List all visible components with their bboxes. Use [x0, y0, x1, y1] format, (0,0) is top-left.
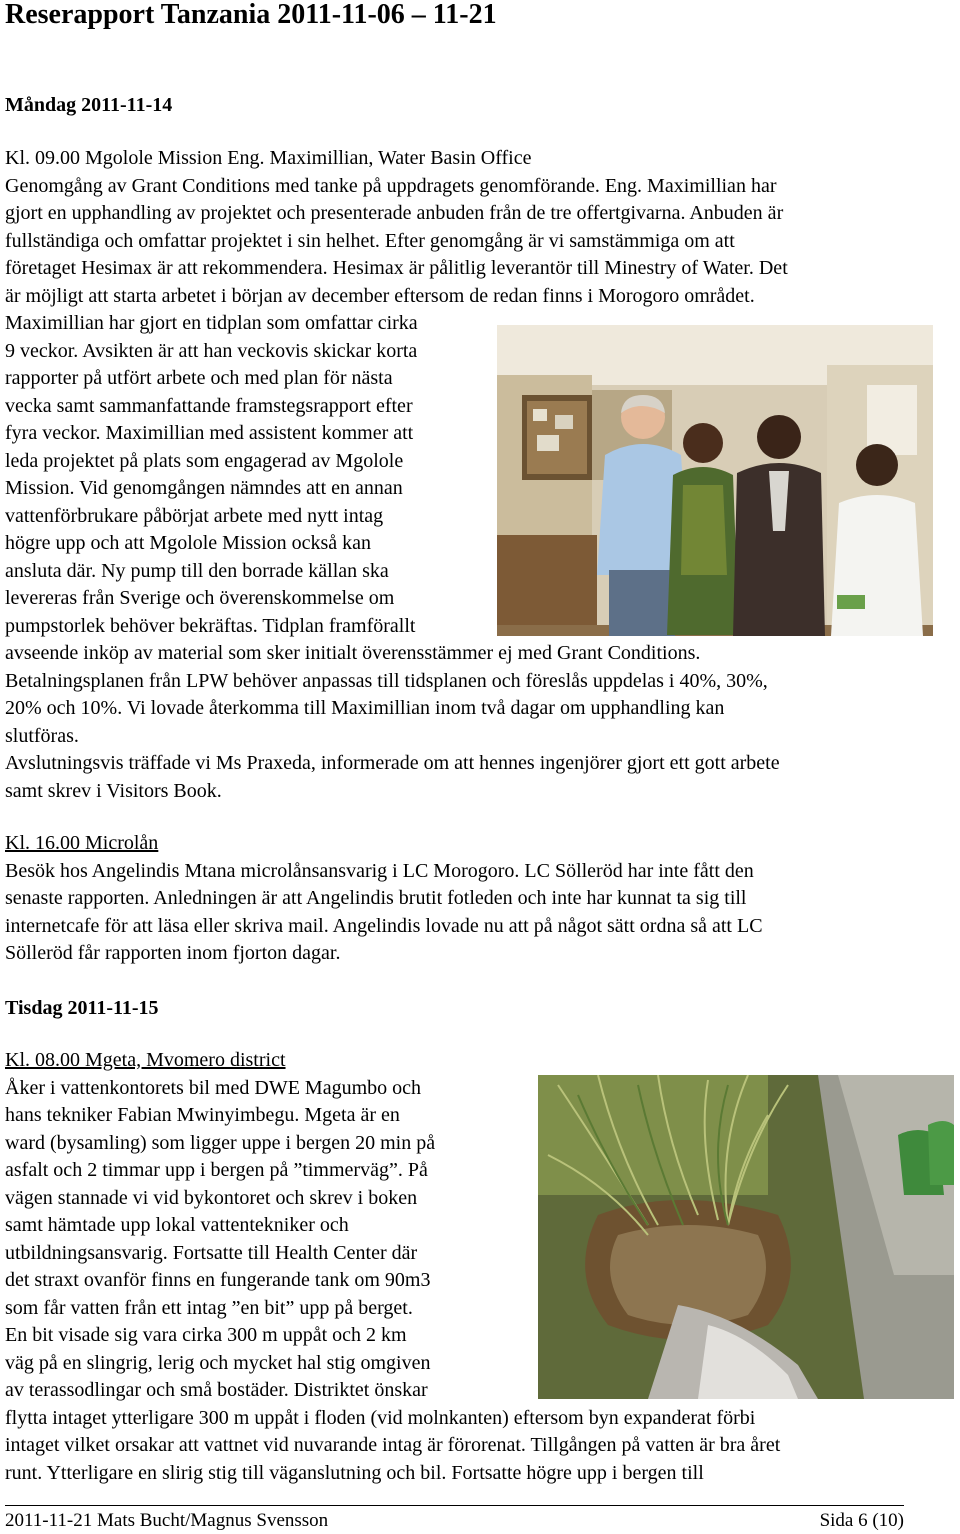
water-intake-photo [538, 1075, 954, 1399]
body-line: är möjligt att starta arbetet i början av december eftersom de redan finns i Morogoro området. [5, 284, 755, 307]
body-line: vecka samt sammanfattande framstegsrapport efter [5, 394, 413, 417]
body-line: som får vatten från ett intag ”en bit” upp på berget. [5, 1296, 413, 1319]
body-line: Sölleröd får rapporten inom fjorton dagar. [5, 942, 341, 964]
body-line: utbildningsansvarig. Fortsatte till Health Center där [5, 1241, 418, 1264]
footer-author-date: 2011-11-21 Mats Bucht/Magnus Svensson [5, 1510, 329, 1531]
group-photo [497, 325, 933, 636]
body-line: av terassodlingar och små bostäder. Distriktet önskar [5, 1379, 428, 1401]
meeting-title-microlan: Kl. 16.00 Microlån [5, 832, 159, 854]
footer-page-number: Sida 6 (10) [819, 1510, 904, 1531]
body-line: En bit visade sig vara cirka 300 m uppåt och 2 km [5, 1324, 407, 1346]
body-line: slutföras. [5, 724, 79, 747]
body-line: Maximillian har gjort en tidplan som omfattar cirka [5, 312, 418, 334]
body-line: avseende inköp av material som sker initialt överensstämmer ej med Grant Conditions. [5, 642, 701, 664]
body-line: 20% och 10%. Vi lovade återkomma till Maximillian inom två dagar om upphandling kan [5, 697, 725, 719]
body-line: Besök hos Angelindis Mtana microlånsansvarig i LC Morogoro. LC Sölleröd har inte fått den [5, 859, 754, 882]
body-line: runt. Ytterligare en slirig stig till väganslutning och bil. Fortsatte högre upp i bergen till [5, 1461, 704, 1484]
body-line: 9 veckor. Avsikten är att han veckovis skickar korta [5, 339, 418, 362]
body-line: fyra veckor. Maximillian med assistent kommer att [5, 422, 414, 444]
body-line: samt hämtade upp lokal vattentekniker och [5, 1214, 349, 1236]
body-line: vattenförbrukare påbörjat arbete med nytt intag [5, 504, 384, 527]
body-line: väg på en slingrig, lerig och mycket hal stig omgiven [5, 1351, 431, 1374]
body-line: vägen stannade vi vid bykontoret och skrev i boken [5, 1186, 418, 1209]
body-line: senaste rapporten. Anledningen är att Angelindis brutit fotleden och inte har kunnat ta sig till [5, 887, 747, 909]
group-photo-image [497, 325, 933, 636]
body-line: det straxt ovanför finns en fungerande tank om 90m3 [5, 1269, 431, 1291]
body-line: Avslutningsvis träffade vi Ms Praxeda, informerade om att hennes ingenjörer gjort ett gott arbete [5, 752, 780, 774]
body-line: leda projektet på plats som engagerad av Mgolole [5, 449, 404, 472]
body-line: Mission. Vid genomgången nämndes att en annan [5, 477, 403, 499]
body-line: levereras från Sverige och överenskommelse om [5, 587, 395, 609]
meeting-title-mgeta: Kl. 08.00 Mgeta, Mvomero district [5, 1049, 286, 1071]
body-line: gjort en upphandling av projektet och presenterade anbuden från de tre offertgivarna. Anbuden är [5, 202, 784, 224]
body-line: Åker i vattenkontorets bil med DWE Magumbo och [5, 1076, 422, 1099]
body-line: samt skrev i Visitors Book. [5, 779, 222, 802]
meeting-title-mgolole: Kl. 09.00 Mgolole Mission Eng. Maximillian, Water Basin Office [5, 147, 532, 169]
body-line: internetcafe för att läsa eller skriva mail. Angelindis lovade nu att på något sätt ordna så att LC [5, 914, 763, 937]
body-line: asfalt och 2 timmar upp i bergen på ”timmerväg”. På [5, 1159, 428, 1181]
body-line: hans tekniker Fabian Mwinyimbegu. Mgeta är en [5, 1104, 400, 1126]
body-line: rapporter på utfört arbete och med plan för nästa [5, 367, 393, 389]
body-line: pumpstorlek behöver bekräftas. Tidplan framförallt [5, 614, 416, 637]
body-line: flytta intaget ytterligare 300 m uppåt i floden (vid molnkanten) eftersom byn expanderat förbi [5, 1406, 756, 1429]
body-line: intaget vilket orsakar att vattnet vid nuvarande intag är förorenat. Tillgången på vatten är bra året [5, 1434, 781, 1456]
body-line: högre upp och att Mgolole Mission också kan [5, 532, 372, 554]
water-intake-photo-image [538, 1075, 954, 1399]
body-line: ward (bysamling) som ligger uppe i bergen 20 min på [5, 1131, 436, 1154]
footer-rule [5, 1505, 904, 1506]
page-title: Reserapport Tanzania 2011-11-06 – 11-21 [5, 0, 497, 30]
body-line: ansluta där. Ny pump till den borrade källan ska [5, 559, 389, 582]
monday-heading: Måndag 2011-11-14 [5, 94, 173, 116]
body-line: Betalningsplanen från LPW behöver anpassas till tidsplanen och föreslås uppdelas i 40%, 30%, [5, 669, 768, 692]
microlan-section [5, 830, 763, 968]
body-line: fullständiga och omfattar projektet i sin helhet. Efter genomgång är vi samstämmiga om att [5, 229, 735, 252]
body-line: Genomgång av Grant Conditions med tanke på uppdragets genomförande. Eng. Maximillian har [5, 174, 777, 197]
tuesday-heading: Tisdag 2011-11-15 [5, 997, 159, 1019]
page-footer [5, 1510, 904, 1532]
body-line: företaget Hesimax är att rekommendera. Hesimax är pålitlig leverantör till Minestry of Water. Det [5, 257, 788, 279]
